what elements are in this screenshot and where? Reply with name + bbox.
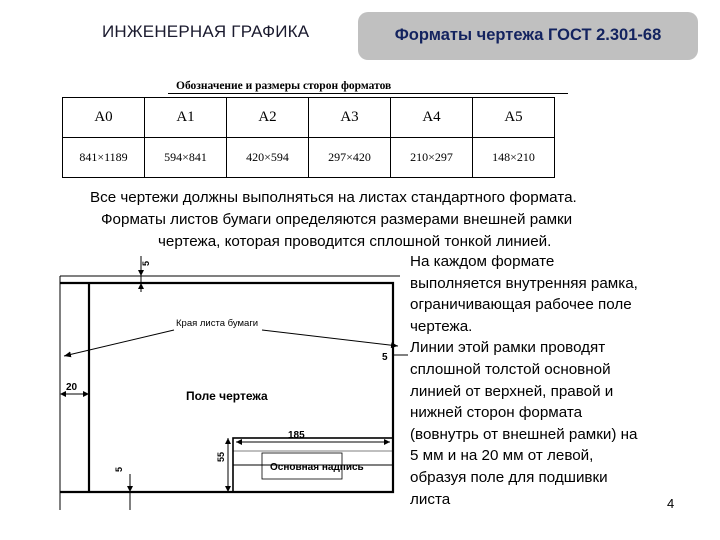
format-size-cell: 148×210 <box>473 138 555 178</box>
title-block-label: Основная надпись <box>270 462 364 473</box>
format-name-cell: А3 <box>309 98 391 138</box>
format-size-cell: 594×841 <box>145 138 227 178</box>
paragraph-line-1: Все чертежи должны выполняться на листах стандартного формата. <box>90 189 577 206</box>
dim-title-height-text: 55 <box>216 451 226 462</box>
right-text-line: На каждом формате <box>410 253 555 270</box>
dim-left-text: 20 <box>66 382 78 393</box>
right-text-line: сплошной толстой основной <box>410 360 611 378</box>
sheet-edge-arrow-right <box>262 330 398 346</box>
dim-top-text: 5 <box>141 260 151 266</box>
inner-frame <box>60 283 393 492</box>
format-name-cell: А5 <box>473 98 555 138</box>
right-text-line: образуя поле для подшивки <box>410 468 608 486</box>
right-text-line: нижней сторон формата <box>410 404 583 422</box>
right-text-line: (вовнутрь от внешней рамки) на <box>410 425 638 443</box>
format-size-cell: 841×1189 <box>63 138 145 178</box>
dim-title-width-text: 185 <box>288 430 305 441</box>
format-name-cell: А0 <box>63 98 145 138</box>
header-right-title: Форматы чертежа ГОСТ 2.301-68 <box>394 26 662 44</box>
right-text-line: выполняется внутренняя рамка, <box>410 274 638 292</box>
paragraph-line-3: чертежа, которая проводится сплошной тонкой линией. <box>158 233 552 250</box>
format-size-cell: 297×420 <box>309 138 391 178</box>
right-text-line: 5 мм и на 20 мм от левой, <box>410 447 594 465</box>
right-text-line: Линии этой рамки проводят <box>410 339 606 357</box>
right-text-line: листа <box>410 490 451 508</box>
right-description <box>410 251 638 510</box>
format-size-cell: 210×297 <box>391 138 473 178</box>
paragraph-line-2: Форматы листов бумаги определяются размерами внешней рамки <box>101 211 573 228</box>
field-label: Поле чертежа <box>186 389 268 403</box>
sheet-edge-arrow <box>64 330 174 356</box>
header-left-title: ИНЖЕНЕРНАЯ ГРАФИКА <box>102 22 310 41</box>
format-name-cell: А4 <box>391 98 473 138</box>
dim-right-text: 5 <box>382 352 388 363</box>
right-text-line: ограничивающая рабочее поле <box>410 296 632 314</box>
table-caption: Обозначение и размеры сторон форматов <box>176 80 392 92</box>
dim-bottom-text: 5 <box>114 466 124 472</box>
format-size-cell: 420×594 <box>227 138 309 178</box>
right-text-line: линией от верхней, правой и <box>410 382 614 400</box>
format-name-cell: А2 <box>227 98 309 138</box>
sheet-edge-label: Края листа бумаги <box>176 318 259 329</box>
page-number: 4 <box>667 496 675 511</box>
right-text-line: чертежа. <box>410 317 473 335</box>
format-name-cell: А1 <box>145 98 227 138</box>
